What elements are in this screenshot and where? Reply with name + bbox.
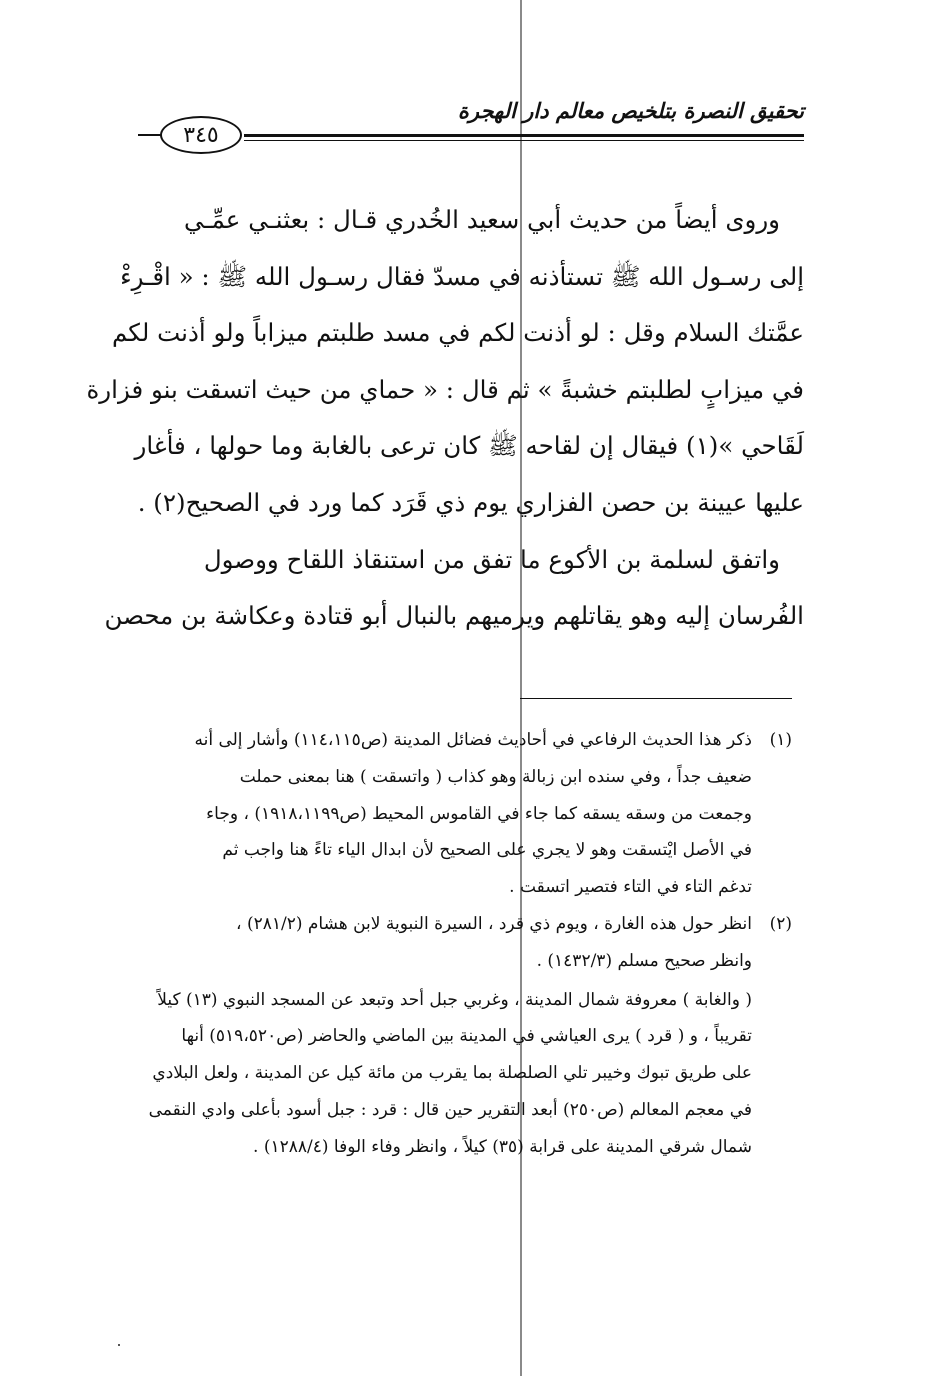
page-number: ٣٤٥ (160, 116, 242, 154)
footnote-line: وانظر صحيح مسلم (١٤٣٢/٣) . (536, 950, 752, 971)
body-line: وروى أيضاً من حديث أبي سعيد الخُدري قـال : بعثنـي عمِّـي (184, 205, 780, 234)
footnote-line: تقريباً ، و ( قرد ) يرى العياشي في المدينة بين الماضي والحاضر (ص٥١٩،٥٢٠) أنها (181, 1026, 752, 1047)
footnote-line: تدغم التاء في التاء فتصير اتسقت . (509, 877, 752, 898)
page-header (108, 92, 804, 162)
footnote-line: في الأصل ايْتسقت وهو لا يجري على الصحيح لأن ابدال الياء تاءً هنا واجب ثم (222, 840, 752, 861)
body-line: الفُرسان إليه وهو يقاتلهم ويرميهم بالنبال أبو قتادة وعكاشة بن محصن (104, 601, 804, 631)
footnote-2 (108, 906, 792, 980)
footnotes (108, 722, 792, 1166)
footnote-marker: (١) (769, 730, 792, 750)
footnote-line: ذكر هذا الحديث الرفاعي في أحاديث فضائل المدينة (ص١١٤،١١٥) وأشار إلى أنه (194, 730, 752, 750)
footnote-separator (520, 698, 792, 699)
footnote-line: وجمعت من وسقه يسقه كما جاء في القاموس المحيط (ص١٩١٨،١١٩٩) ، وجاء (206, 803, 752, 824)
main-body-text (86, 192, 804, 645)
body-line: في ميزابٍ لطلبتم خشبةً » ثم قال : « حماي من حيث اتسقت بنو فزارة (86, 374, 804, 404)
footnote-line: على طريق تبوك وخيبر تلي الصلصلة بما يقرب من مائة كيل عن المدينة ، ولعل البلادي (152, 1063, 752, 1084)
footnote-body (108, 906, 752, 980)
footnote-1 (108, 722, 792, 906)
footnote-line: شمال شرقي المدينة على قرابة (٣٥) كيلاً ، وانظر وفاء الوفا (١٢٨٨/٤) . (253, 1136, 752, 1157)
footnote-marker: (٢) (769, 913, 792, 934)
scan-speck (118, 1344, 120, 1346)
header-rule-thin (244, 140, 804, 141)
footnote-line: ضعيف جداً ، وفي سنده ابن زبالة وهو كذاب ( واتسقت ) هنا بمعنى حملت (239, 766, 752, 787)
header-rule (244, 134, 804, 137)
running-title: تحقيق النصرة بتلخيص معالم دار الهجرة (457, 98, 804, 123)
body-line: لَقَاحي »(١) فيقال إن لقاحه ﷺ كان ترعى بالغابة وما حولها ، فأغار (134, 431, 804, 461)
body-line: عمَّتك السلام وقل : لو أذنت لكم في مسد طلبتم ميزاباً ولو أذنت لكم (112, 318, 804, 348)
body-line: إلى رسـول الله ﷺ تستأذنه في مسدّ فقال رسـول الله ﷺ : « اقْـرِءْ (120, 261, 804, 291)
footnote-line: ( والغابة ) معروفة شمال المدينة ، وغربي جبل أحد وتبعد عن المسجد النبوي (١٣) كيلاً (157, 989, 752, 1010)
footnote-line: في معجم المعالم (ص٢٥٠) أبعد التقرير حين قال : قرد : جبل أسود بأعلى وادي النقمى (148, 1099, 752, 1120)
body-line: عليها عيينة بن حصن الفزاري يوم ذي قَرَد كما ورد في الصحيح(٢) . (137, 487, 804, 517)
footnote-body (108, 722, 752, 906)
footnote-note (108, 982, 792, 1166)
body-line: واتفق لسلمة بن الأكوع ما تفق من استنقاذ اللقاح ووصول (203, 544, 780, 574)
header-ornament (138, 134, 162, 136)
footnote-line: انظر حول هذه الغارة ، ويوم ذي قرد ، السيرة النبوية لابن هشام (٢٨١/٢) ، (236, 913, 752, 934)
